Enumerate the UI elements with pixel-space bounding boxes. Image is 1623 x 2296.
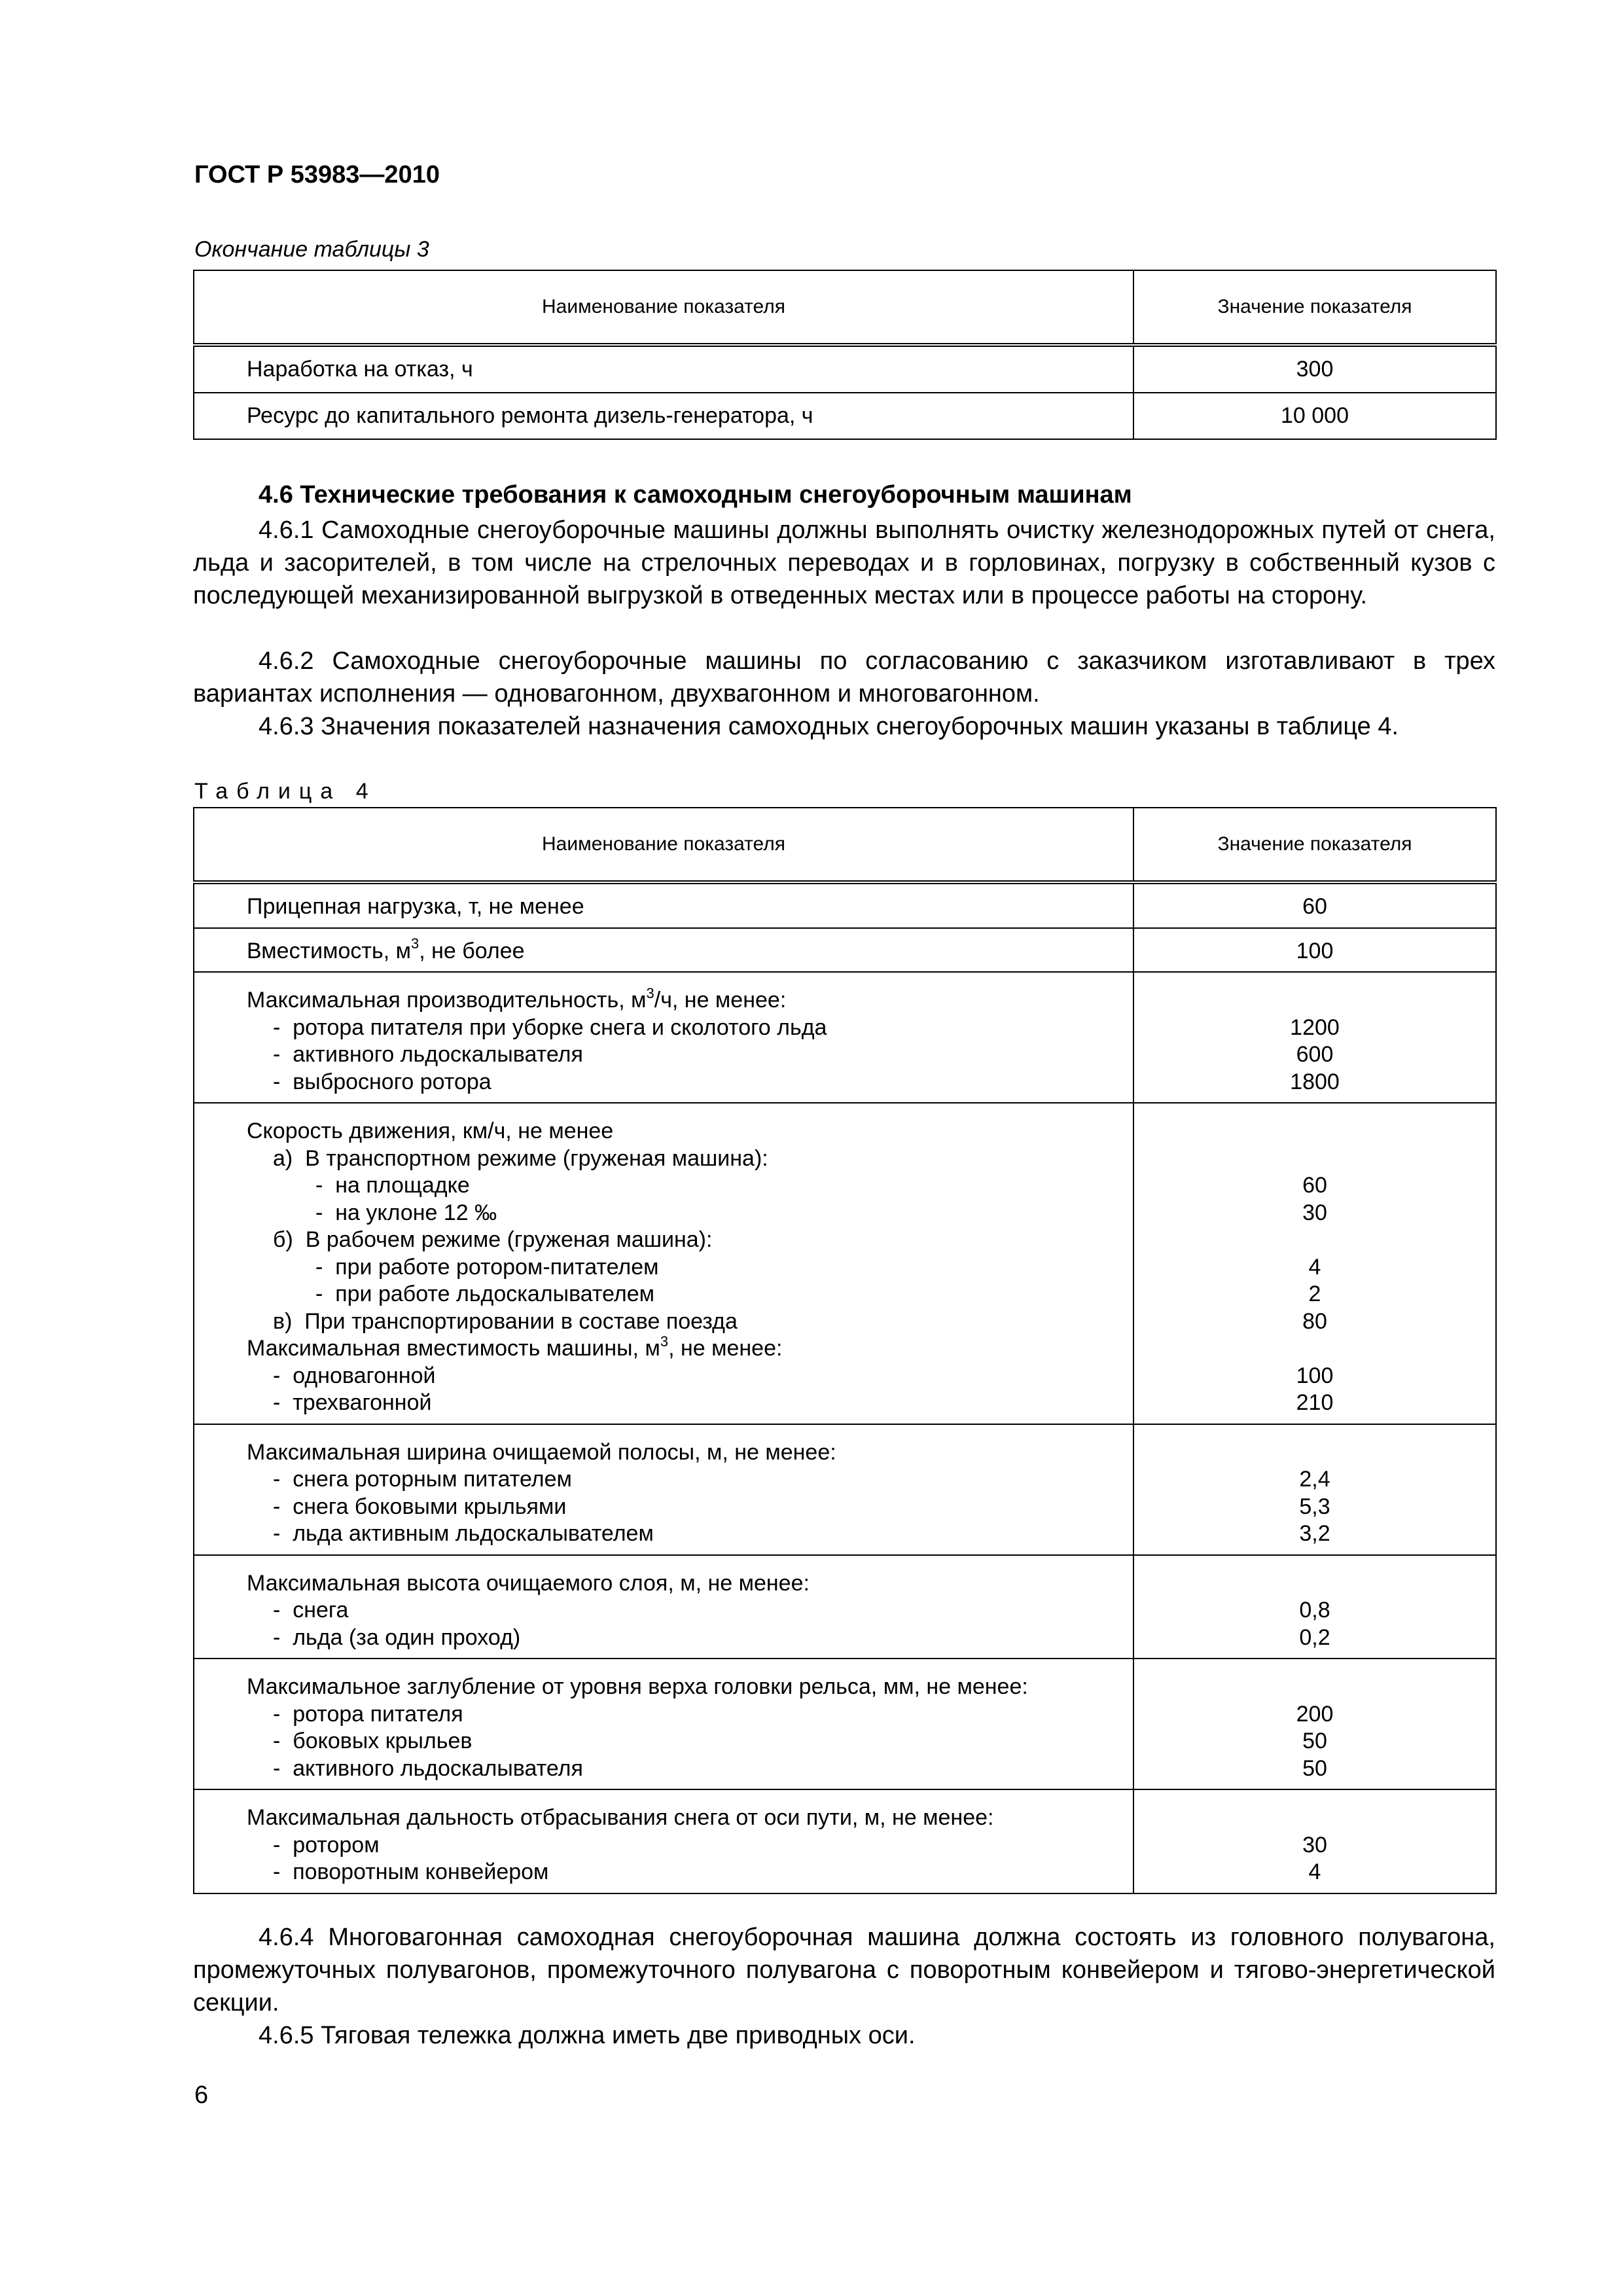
section-title: 4.6 Технические требования к самоходным снегоуборочным машинам (259, 481, 1132, 509)
row-sublabel: б) В рабочем режиме (груженая машина): (273, 1227, 713, 1252)
table4-cell-name (194, 1103, 1133, 1424)
row-value-blank (1134, 1335, 1495, 1363)
row-label: Прицепная нагрузка, т, не менее (247, 894, 584, 919)
row-sublabel: - поворотным конвейером (273, 1859, 549, 1884)
row-label: Максимальная высота очищаемого слоя, м, не менее: (247, 1570, 810, 1596)
paragraph-4-6-5 (193, 2019, 1495, 2052)
row-sublabel: - ротора питателя (273, 1701, 463, 1727)
row-value: 2 (1308, 1282, 1321, 1306)
row-sublabel: - снега (273, 1598, 349, 1623)
row-value: 0,8 (1299, 1598, 1330, 1623)
table4-cell-name (194, 928, 1133, 973)
paragraph-4-6-1 (193, 514, 1495, 612)
table4-cell-value (1133, 1103, 1496, 1424)
table3 (193, 270, 1497, 440)
row-sublabel: - на площадке (315, 1173, 470, 1198)
table4-cell-name (194, 972, 1133, 1103)
table4-cell-name (194, 882, 1133, 928)
row-label: Максимальное заглубление от уровня верха головки рельса, мм, не менее: (247, 1674, 1028, 1699)
label-part: Вместимость, м (247, 938, 411, 963)
table4-cell-value (1133, 1424, 1496, 1555)
row-sublabel: - активного льдоскалывателя (273, 1042, 583, 1067)
table-row (194, 928, 1496, 973)
table3-cell-value: 10 000 (1133, 393, 1496, 439)
row-value: 100 (1296, 1363, 1334, 1388)
table4-cell-value (1133, 1789, 1496, 1893)
label-part: , не менее: (668, 1336, 783, 1361)
table4-header-value: Значение показателя (1133, 808, 1496, 882)
label-part: Максимальная вместимость машины, м (247, 1336, 660, 1361)
label-part: , не более (419, 938, 525, 963)
table4-cell-value (1133, 1555, 1496, 1659)
superscript: 3 (410, 935, 419, 952)
table4-caption: Таблица 4 (194, 779, 377, 804)
row-sublabel: - при работе льдоскалывателем (315, 1282, 655, 1306)
superscript: 3 (646, 984, 654, 1001)
row-sublabel: - активного льдоскалывателя (273, 1755, 583, 1781)
row-sublabel: - трехвагонной (273, 1390, 432, 1415)
row-sublabel: - на уклоне 12 ‰ (315, 1200, 497, 1225)
row-value: 50 (1302, 1755, 1327, 1781)
paragraph-text: 4.6.1 Самоходные снегоуборочные машины должны выполнять очистку железнодорожных путей от снега, льда и засорителей, в том числе на стрелочных переводах и в горловинах, погрузку в собственный кузов с последующей механизированной выгрузкой в отведенных местах или в процессе работы на сторону. (193, 516, 1495, 609)
table-row (194, 882, 1496, 928)
row-value: 600 (1296, 1042, 1334, 1067)
table4-cell-value (1133, 882, 1496, 928)
table-row (194, 1555, 1496, 1659)
row-label: Скорость движения, км/ч, не менее (247, 1119, 614, 1143)
paragraph-text: 4.6.4 Многовагонная самоходная снегоуборочная машина должна состоять из головного полувагона, промежуточных полувагонов, промежуточного полувагона с поворотным конвейером и тягово-энергетической секции. (193, 1924, 1495, 2017)
superscript: 3 (660, 1333, 669, 1350)
table3-header-value: Значение показателя (1133, 270, 1496, 345)
row-sublabel: - боковых крыльев (273, 1729, 473, 1753)
row-label: Максимальная ширина очищаемой полосы, м, не менее: (247, 1439, 836, 1465)
row-value-blank (1134, 1570, 1495, 1598)
document-id-header: ГОСТ Р 53983—2010 (194, 161, 440, 188)
table-row (194, 1789, 1496, 1893)
table4-cell-name (194, 1555, 1133, 1659)
row-value: 210 (1296, 1390, 1334, 1415)
row-label (247, 935, 1133, 965)
row-value: 30 (1302, 1200, 1327, 1225)
row-value: 4 (1308, 1254, 1321, 1280)
row-sublabel: - одновагонной (273, 1363, 436, 1388)
table4-cell-name (194, 1659, 1133, 1789)
row-label (247, 984, 1133, 1014)
row-value: 30 (1302, 1832, 1327, 1857)
page-number: 6 (194, 2081, 209, 2109)
row-sublabel: - при работе ротором-питателем (315, 1254, 659, 1280)
row-sublabel: - ротором (273, 1832, 380, 1857)
row-value: 60 (1302, 1173, 1327, 1198)
row-value: 1200 (1290, 1014, 1340, 1040)
row-value-blank (1134, 1674, 1495, 1701)
row-value: 80 (1302, 1308, 1327, 1334)
table3-cell-value: 300 (1133, 345, 1496, 393)
row-value: 200 (1296, 1701, 1334, 1727)
row-sublabel: в) При транспортировании в составе поезда (273, 1308, 738, 1334)
row-value: 0,2 (1299, 1624, 1330, 1650)
table3-cell-name: Наработка на отказ, ч (194, 345, 1133, 393)
table3-cell-name: Ресурс до капитального ремонта дизель-генератора, ч (194, 393, 1133, 439)
table4-cell-name (194, 1789, 1133, 1893)
row-value: 5,3 (1299, 1494, 1330, 1519)
paragraph-text: 4.6.5 Тяговая тележка должна иметь две приводных оси. (259, 2022, 916, 2049)
paragraph-4-6-2 (193, 645, 1495, 710)
row-value: 50 (1302, 1729, 1327, 1753)
table4-cell-value (1133, 972, 1496, 1103)
row-value: 60 (1302, 894, 1327, 919)
row-label: Максимальная дальность отбрасывания снега от оси пути, м, не менее: (247, 1805, 994, 1830)
row-value: 3,2 (1299, 1521, 1330, 1546)
row-value-blank (1134, 1145, 1495, 1173)
table4-cell-name (194, 1424, 1133, 1555)
row-sublabel: - ротора питателя при уборке снега и сколотого льда (273, 1014, 827, 1040)
row-value: 4 (1308, 1859, 1321, 1884)
table3-caption: Окончание таблицы 3 (194, 237, 429, 262)
row-sublabel: - снега боковыми крыльями (273, 1494, 567, 1519)
row-value: 1800 (1290, 1069, 1340, 1094)
table4-cell-value (1133, 928, 1496, 973)
table-row (194, 1424, 1496, 1555)
label-part: Максимальная производительность, м (247, 988, 647, 1013)
label-part: /ч, не менее: (654, 988, 787, 1013)
paragraph-text: 4.6.3 Значения показателей назначения самоходных снегоуборочных машин указаны в таблице 4. (259, 713, 1399, 740)
table4-cell-value (1133, 1659, 1496, 1789)
paragraph-4-6-3 (193, 710, 1495, 743)
row-sublabel: а) В транспортном режиме (груженая машина): (273, 1145, 768, 1171)
table-row (194, 972, 1496, 1103)
row-sublabel: - выбросного ротора (273, 1069, 491, 1094)
table-row (194, 1103, 1496, 1424)
table-row (194, 393, 1496, 439)
row-value-blank (1134, 1804, 1495, 1832)
row-sublabel: - льда (за один проход) (273, 1624, 521, 1650)
row-value-blank (1134, 1227, 1495, 1254)
table4-header-name: Наименование показателя (194, 808, 1133, 882)
table-row (194, 1659, 1496, 1789)
paragraph-text: 4.6.2 Самоходные снегоуборочные машины по согласованию с заказчиком изготавливают в трех вариантах исполнения — одновагонном, двухвагонном и многовагонном. (193, 647, 1495, 708)
table-row (194, 345, 1496, 393)
row-value: 2,4 (1299, 1467, 1330, 1492)
row-sublabel: - льда активным льдоскалывателем (273, 1521, 654, 1546)
row-value: 100 (1296, 938, 1334, 963)
row-sublabel: - снега роторным питателем (273, 1467, 572, 1492)
table4 (193, 807, 1497, 1894)
paragraph-4-6-4 (193, 1921, 1495, 2019)
row-label (247, 1335, 1133, 1363)
row-value-blank (1134, 1439, 1495, 1467)
row-value-blank (1134, 1118, 1495, 1145)
table3-header-name: Наименование показателя (194, 270, 1133, 345)
row-value-blank (1134, 987, 1495, 1014)
